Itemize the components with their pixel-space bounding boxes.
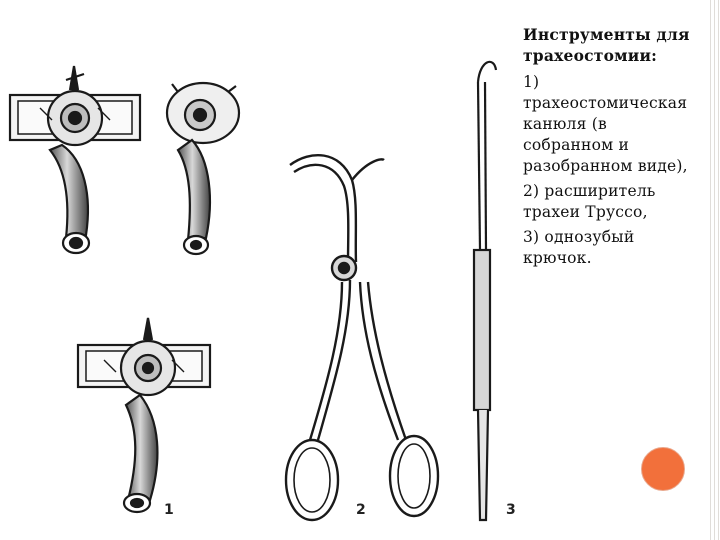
- figure-label-2: 2: [356, 502, 366, 518]
- caption-item-hook: 3) однозубый крючок.: [523, 228, 635, 267]
- figure-label-1: 1: [164, 502, 174, 518]
- decorative-stripes: [708, 0, 720, 540]
- trousseau-dilator-icon: [286, 155, 438, 520]
- slide-title: Инструменты для трахеостомии:: [523, 25, 690, 65]
- cannula-with-obturator-icon: [78, 318, 210, 512]
- slide-caption: [523, 24, 693, 273]
- caption-item-dilator: 2) расширитель трахеи Труссо,: [523, 182, 656, 221]
- caption-item-cannula: 1) трахеостомическая канюля (в собранном и разобранном виде),: [523, 73, 688, 175]
- accent-circle-icon: [641, 447, 685, 491]
- cannula-assembled-icon: [10, 66, 140, 253]
- single-tooth-hook-icon: [474, 62, 496, 520]
- figure-label-3: 3: [506, 502, 516, 518]
- cannula-inner-tube-icon: [167, 83, 239, 254]
